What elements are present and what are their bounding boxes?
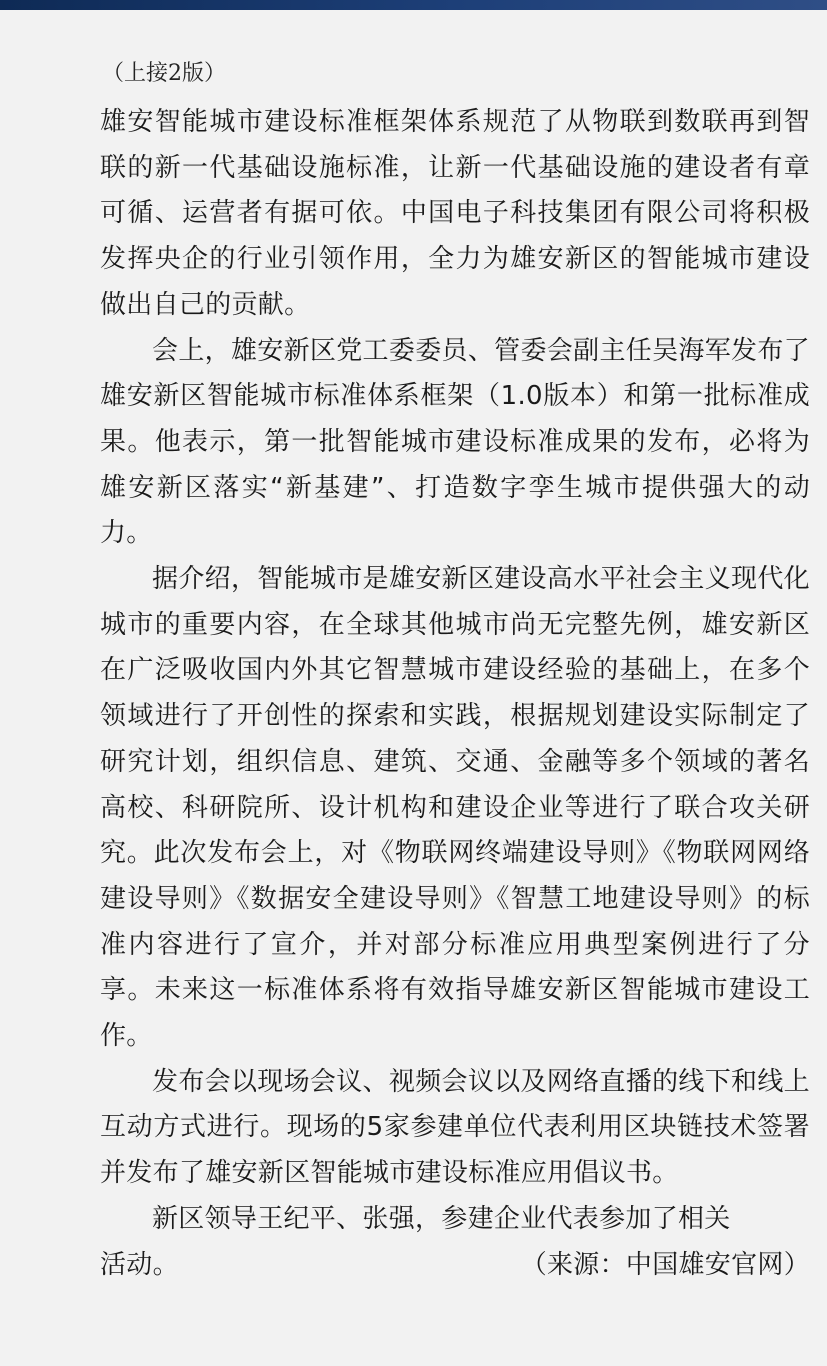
paragraph-1: 雄安智能城市建设标准框架体系规范了从物联到数联再到智联的新一代基础设施标准，让新一代基础设施的建设者有章可循、运营者有据可依。中国电子科技集团有限公司将积极发挥央企的行业引领作用，全力为雄安新区的智能城市建设做出自己的贡献。 [100,107,810,320]
closing-line [100,1243,810,1289]
paragraph-2: 会上，雄安新区党工委委员、管委会副主任吴海军发布了雄安新区智能城市标准体系框架（1.0版本）和第一批标准成果。他表示，第一批智能城市建设标准成果的发布，必将为雄安新区落实“新基建”、打造数字孪生城市提供强大的动力。 [100,335,810,549]
article-body [100,52,810,1288]
continued-note: （上接2版） [102,61,226,86]
paragraph-4: 发布会以现场会议、视频会议以及网络直播的线下和线上互动方式进行。现场的5家参建单位代表利用区块链技术签署并发布了雄安新区智能城市建设标准应用倡议书。 [100,1066,810,1189]
top-header-bar [0,0,827,10]
paragraph-3: 据介绍，智能城市是雄安新区建设高水平社会主义现代化城市的重要内容，在全球其他城市尚无完整先例，雄安新区在广泛吸收国内外其它智慧城市建设经验的基础上，在多个领域进行了开创性的探索和实践，根据规划建设实际制定了研究计划，组织信息、建筑、交通、金融等多个领域的著名高校、科研院所、设计机构和建设企业等进行了联合攻关研究。此次发布会上，对《物联网终端建设导则》《物联网网络建设导则》《数据安全建设导则》《智慧工地建设导则》的标准内容进行了宣介，并对部分标准应用典型案例进行了分享。未来这一标准体系将有效指导雄安新区智能城市建设工作。 [100,564,810,1052]
paragraph-5: 新区领导王纪平、张强，参建企业代表参加了相关 [152,1203,731,1234]
source-attribution: （来源：中国雄安官网） [520,1249,810,1280]
closing-text: 活动。 [100,1249,179,1280]
